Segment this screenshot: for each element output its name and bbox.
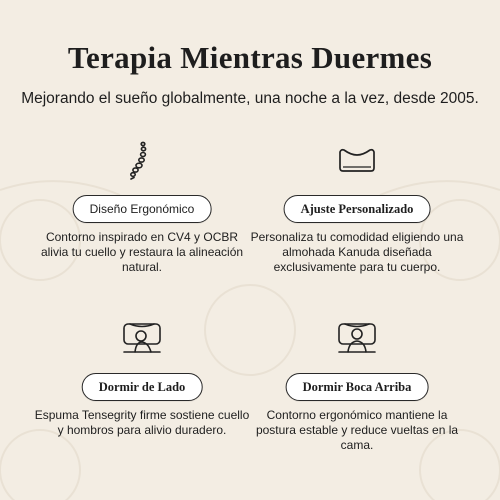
spine-icon (122, 140, 162, 180)
feature-label-pill: Dormir Boca Arriba (286, 373, 429, 401)
feature-description: Personaliza tu comodidad eligiendo una almohada Kanuda diseñada exclusivamente para tu cuerpo. (250, 230, 464, 274)
side-sleeper-icon (122, 318, 162, 358)
feature-description: Espuma Tensegrity firme sostiene cuello y hombros para alivio duradero. (34, 408, 250, 437)
feature-description: Contorno ergonómico mantiene la postura estable y reduce vueltas en la cama. (255, 408, 459, 452)
back-sleeper-icon (337, 318, 377, 358)
page-subtitle: Mejorando el sueño globalmente, una noche a la vez, desde 2005. (21, 90, 479, 107)
feature-label-pill: Dormir de Lado (82, 373, 203, 401)
feature-label-pill: Diseño Ergonómico (73, 195, 212, 223)
page-title: Terapia Mientras Duermes (67, 40, 433, 75)
feature-label-pill: Ajuste Personalizado (284, 195, 431, 223)
feature-description: Contorno inspirado en CV4 y OCBR alivia tu cuello y restaura la alineación natural. (40, 230, 244, 274)
pillow-icon (337, 140, 377, 180)
